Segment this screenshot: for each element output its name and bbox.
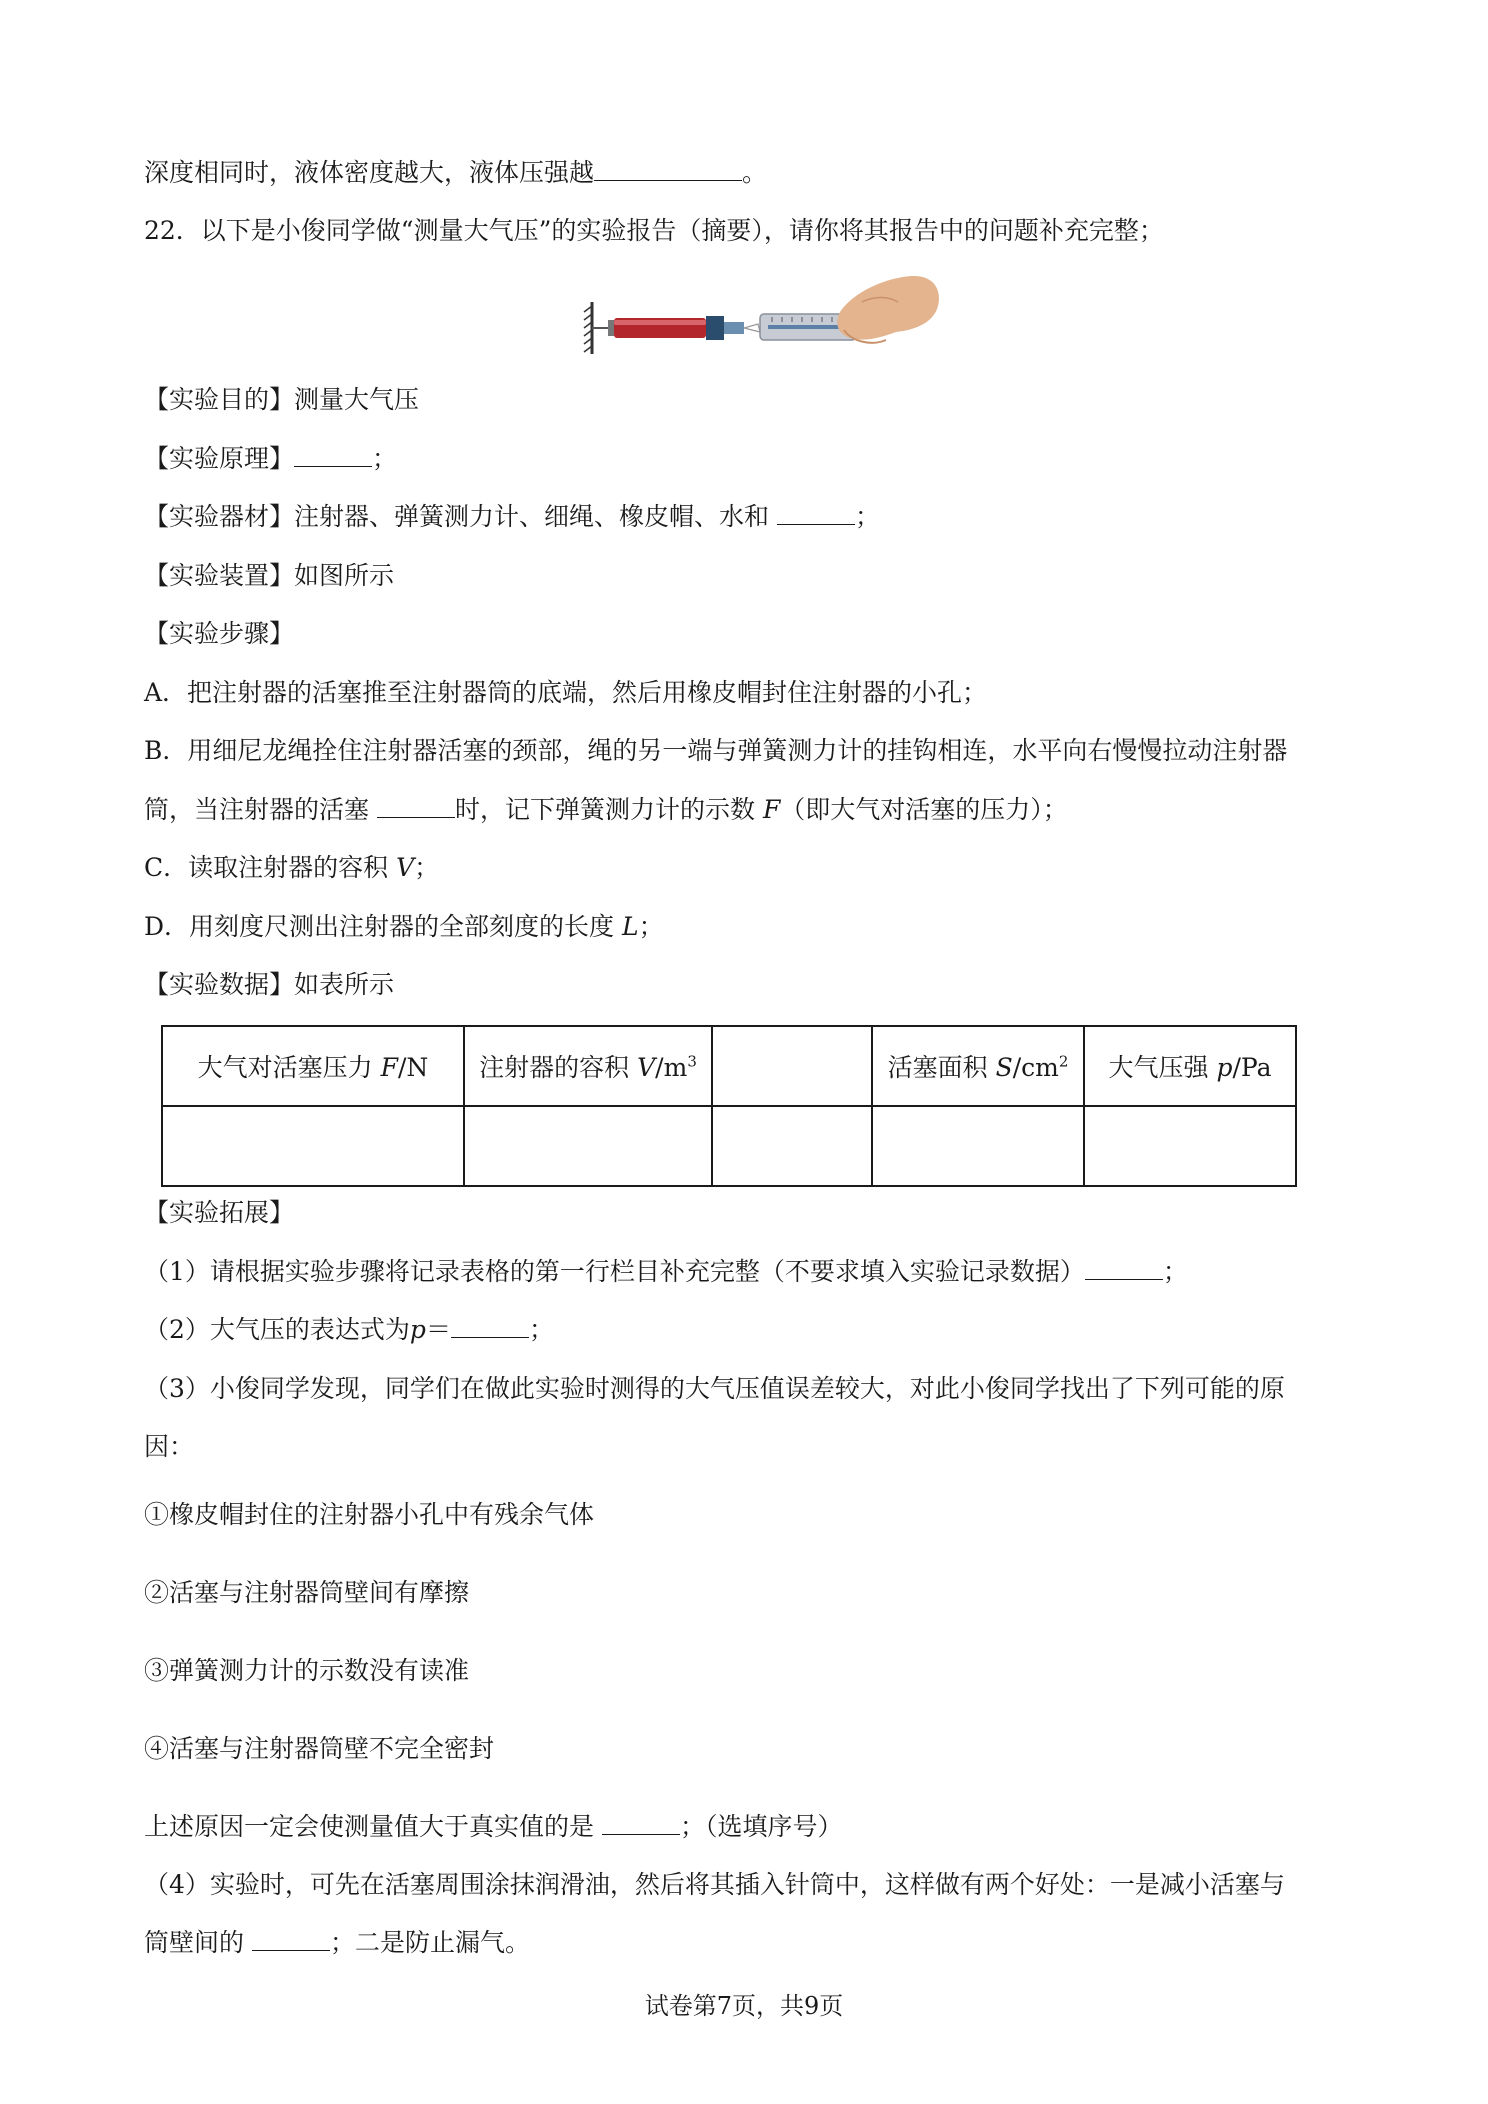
q4-blank[interactable] xyxy=(252,1926,330,1951)
step-d: D．用刻度尺测出注射器的全部刻度的长度 L； xyxy=(144,912,664,941)
q1-blank[interactable] xyxy=(1085,1255,1163,1280)
experiment-data-heading: 【实验数据】如表所示 xyxy=(144,970,395,999)
header-pressure: 大气压强 p/Pa xyxy=(1084,1026,1296,1106)
experiment-principle: 【实验原理】 ； xyxy=(144,444,398,473)
step-c: C．读取注射器的容积 V； xyxy=(144,853,440,882)
table-header-row xyxy=(162,1026,1296,1106)
experiment-equipment: 【实验器材】注射器、弹簧测力计、细绳、橡皮帽、水和 ； xyxy=(144,502,880,531)
header-blank-column[interactable] xyxy=(712,1026,872,1106)
extension-q2: （2）大气压的表达式为p＝ ； xyxy=(144,1315,554,1344)
step-a: A．把注射器的活塞推至注射器筒的底端，然后用橡皮帽封住注射器的小孔； xyxy=(144,678,988,707)
hand-icon xyxy=(837,276,939,343)
step-b-line1: B．用细尼龙绳拴住注射器活塞的颈部，绳的另一端与弹簧测力计的挂钩相连，水平向右慢慢拉动注射器 xyxy=(144,736,1288,765)
record-table xyxy=(161,1025,1297,1187)
page-footer: 试卷第7页，共9页 xyxy=(644,1992,844,2020)
table-cell[interactable] xyxy=(872,1106,1084,1186)
piston-state-blank[interactable] xyxy=(377,793,455,818)
header-volume: 注射器的容积 $V/m^3$ xyxy=(464,1026,712,1106)
reason-2: ②活塞与注射器筒壁间有摩擦 xyxy=(144,1578,470,1607)
reason-4: ④活塞与注射器筒壁不完全密封 xyxy=(144,1734,495,1763)
q2-blank[interactable] xyxy=(451,1313,529,1338)
experiment-device: 【实验装置】如图所示 xyxy=(144,561,395,590)
table-cell[interactable] xyxy=(1084,1106,1296,1186)
reason-1: ①橡皮帽封住的注射器小孔中有残余气体 xyxy=(144,1500,595,1529)
syringe-apparatus-illustration xyxy=(582,272,942,372)
experiment-extension-heading: 【实验拓展】 xyxy=(144,1198,295,1227)
extension-q3-line1: （3）小俊同学发现，同学们在做此实验时测得的大气压值误差较大，对此小俊同学找出了下列可能的原 xyxy=(144,1374,1285,1403)
principle-blank[interactable] xyxy=(294,442,372,467)
reason-3: ③弹簧测力计的示数没有读准 xyxy=(144,1656,470,1685)
extension-q4-line1: （4）实验时，可先在活塞周围涂抹润滑油，然后将其插入针筒中，这样做有两个好处：一是减小活塞与 xyxy=(144,1870,1285,1899)
header-force: 大气对活塞压力 F/N xyxy=(162,1026,464,1106)
line-liquid-pressure: 深度相同时，液体密度越大，液体压强越 。 xyxy=(144,158,768,187)
step-b-line2: 筒，当注射器的活塞 时，记下弹簧测力计的示数 F（即大气对活塞的压力）； xyxy=(144,795,1068,824)
extension-q1: （1）请根据实验步骤将记录表格的第一行栏目补充完整（不要求填入实验记录数据） ； xyxy=(144,1257,1188,1286)
select-blank[interactable] xyxy=(602,1810,680,1835)
experiment-steps-heading: 【实验步骤】 xyxy=(144,619,295,648)
header-area: 活塞面积 $S/cm^2$ xyxy=(872,1026,1084,1106)
table-cell[interactable] xyxy=(712,1106,872,1186)
syringe-icon xyxy=(608,316,744,340)
question-22: 22．以下是小俊同学做“测量大气压”的实验报告（摘要），请你将其报告中的问题补充完整； xyxy=(144,216,1164,245)
equipment-blank[interactable] xyxy=(777,500,855,525)
table-row xyxy=(162,1106,1296,1186)
extension-q3-line2: 因： xyxy=(144,1432,195,1461)
table-cell[interactable] xyxy=(162,1106,464,1186)
experiment-purpose: 【实验目的】测量大气压 xyxy=(144,385,420,414)
extension-q4-line2: 筒壁间的 ；二是防止漏气。 xyxy=(144,1928,530,1957)
liquid-pressure-text: 深度相同时，液体密度越大，液体压强越 xyxy=(144,158,595,187)
select-question: 上述原因一定会使测量值大于真实值的是 ；（选填序号） xyxy=(144,1812,843,1841)
answer-blank[interactable] xyxy=(594,156,742,181)
wall-icon xyxy=(584,302,592,354)
table-cell[interactable] xyxy=(464,1106,712,1186)
